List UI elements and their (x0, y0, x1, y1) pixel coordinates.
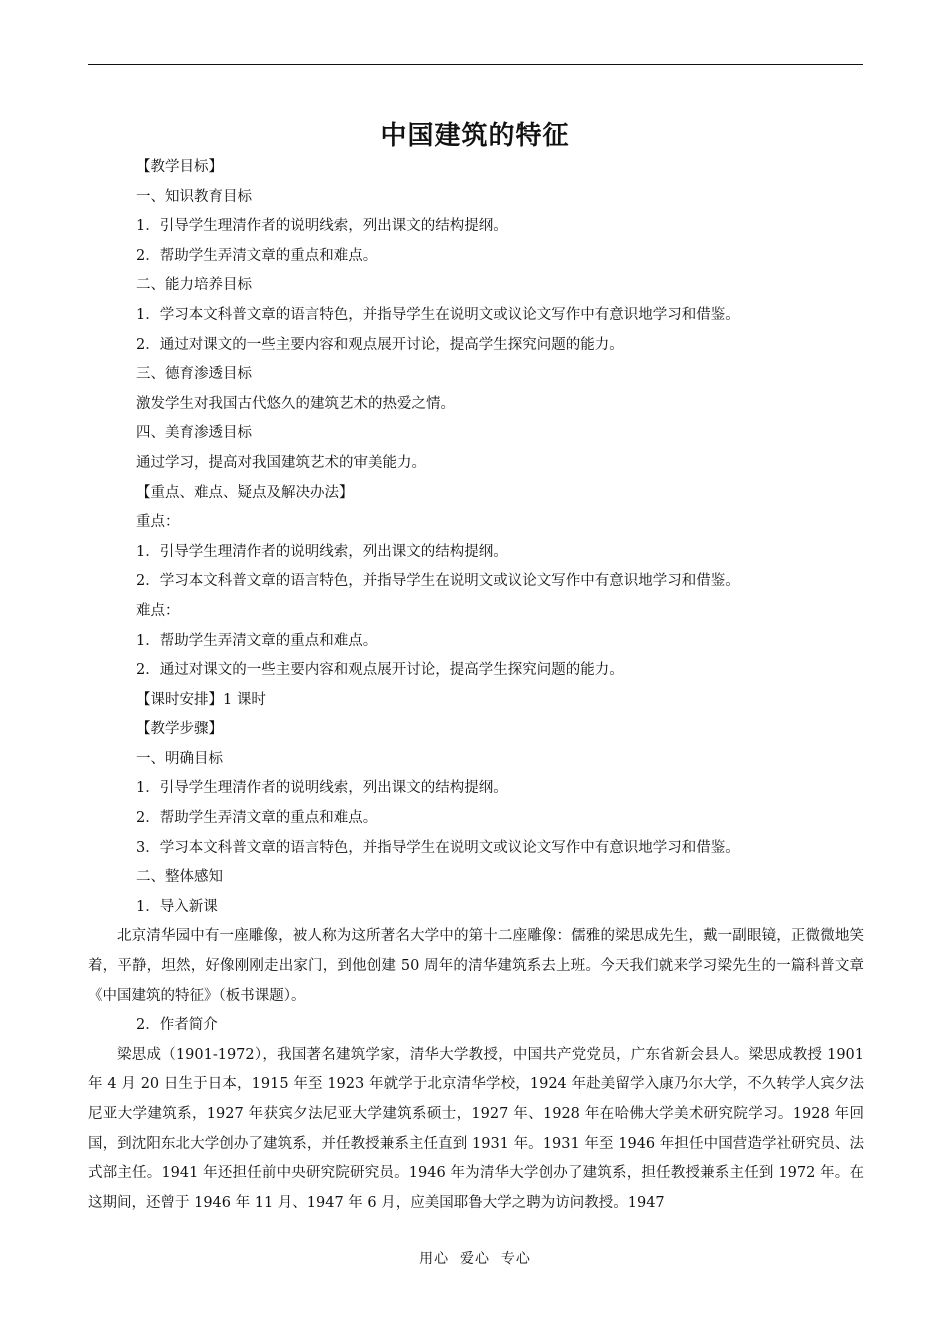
text-line: 激发学生对我国古代悠久的建筑艺术的热爱之情。 (136, 395, 455, 412)
text-line: 2．学习本文科普文章的语言特色，并指导学生在说明文或议论文写作中有意识地学习和借鉴。 (136, 573, 740, 590)
text-line: 1．帮助学生弄清文章的重点和难点。 (136, 632, 378, 649)
text-line: 三、德育渗透目标 (136, 366, 252, 383)
text-line: 通过学习，提高对我国建筑艺术的审美能力。 (136, 454, 426, 471)
text-line: 二、能力培养目标 (136, 277, 252, 294)
text-line: 四、美育渗透目标 (136, 425, 252, 442)
text-line: 2．帮助学生弄清文章的重点和难点。 (136, 247, 378, 264)
section-heading: 【教学步骤】 (136, 721, 223, 738)
text-line: 一、知识教育目标 (136, 188, 252, 205)
document-title: 中国建筑的特征 (380, 121, 570, 151)
text-line: 二、整体感知 (136, 869, 223, 886)
text-line: 1．引导学生理清作者的说明线索，列出课文的结构提纲。 (136, 543, 508, 560)
section-heading: 【重点、难点、疑点及解决办法】 (136, 484, 354, 501)
text-line: 3．学习本文科普文章的语言特色，并指导学生在说明文或议论文写作中有意识地学习和借鉴。 (136, 839, 740, 856)
text-line: 2．帮助学生弄清文章的重点和难点。 (136, 810, 378, 827)
text-line: 一、明确目标 (136, 750, 223, 767)
text-line: 重点： (136, 514, 180, 531)
intro-paragraph: 北京清华园中有一座雕像，被人称为这所著名大学中的第十二座雕像：儒雅的梁思成先生，戴一副眼镜，正微微地笑着，平静，坦然，好像刚刚走出家门，到他创建 50 周年的清华建筑系去上班。今天我们就来学习梁先生的一篇科普文章《中国建筑的特征》（板书课题）。 (88, 928, 864, 1004)
page-footer: 用心 爱心 专心 (419, 1251, 531, 1267)
header-rule (88, 64, 863, 65)
text-line: 2．作者简介 (136, 1017, 218, 1034)
section-heading: 【教学目标】 (136, 159, 223, 175)
text-line: 2．通过对课文的一些主要内容和观点展开讨论，提高学生探究问题的能力。 (136, 662, 624, 679)
text-line: 1．学习本文科普文章的语言特色，并指导学生在说明文或议论文写作中有意识地学习和借鉴。 (136, 306, 740, 323)
author-paragraph: 梁思成（1901-1972），我国著名建筑学家，清华大学教授，中国共产党党员，广东省新会县人。梁思成教授 1901 年 4 月 20 日生于日本，1915 年至 1923 年就学于北京清华学校，1924 年赴美留学入康乃尔大学，不久转学人宾夕法尼亚大学建筑系，1927 年获宾夕法尼亚大学建筑系硕士，1927 年、1928 年在哈佛大学美术研究院学习。1928 年回国，到沈阳东北大学创办了建筑系，并任教授兼系主任直到 1931 年。1931 年至 1946 年担任中国营造学社研究员、法式部主任。1941 年还担任前中央研究院研究员。1946 年为清华大学创办了建筑系，担任教授兼系主任到 1972 年。在这期间，还曾于 1946 年 11 月、1947 年 6 月，应美国耶鲁大学之聘为访问教授。1947 (88, 1046, 864, 1211)
text-line: 1．导入新课 (136, 898, 218, 915)
text-line: 2．通过对课文的一些主要内容和观点展开讨论，提高学生探究问题的能力。 (136, 336, 624, 353)
text-line: 1．引导学生理清作者的说明线索，列出课文的结构提纲。 (136, 780, 508, 797)
text-line: 1．引导学生理清作者的说明线索，列出课文的结构提纲。 (136, 218, 508, 235)
section-heading: 【课时安排】1 课时 (136, 691, 266, 708)
document-body (88, 153, 864, 1218)
text-line: 难点： (136, 602, 180, 619)
